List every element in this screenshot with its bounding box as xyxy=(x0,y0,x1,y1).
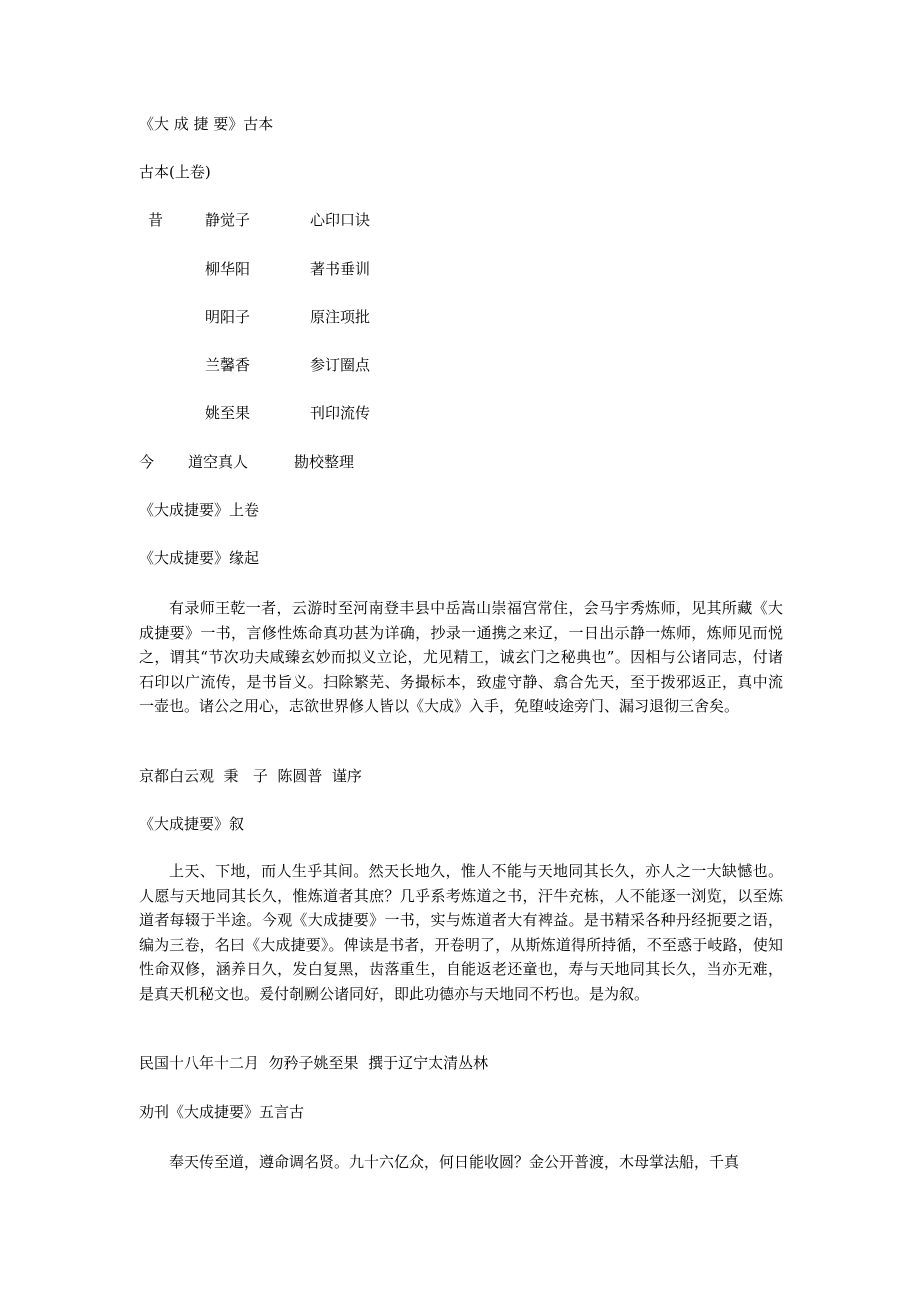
origin-heading: 《大成捷要》缘起 xyxy=(139,549,260,567)
credit-role: 刊印流传 xyxy=(310,404,371,422)
preface-heading: 《大成捷要》叙 xyxy=(139,815,245,833)
volume-label: 古本(上卷) xyxy=(139,163,211,181)
credit-new-name: 道空真人 xyxy=(188,453,249,471)
credit-role: 参订圈点 xyxy=(310,356,371,374)
credit-name: 姚至果 xyxy=(205,404,251,422)
credit-new-role: 勘校整理 xyxy=(294,453,355,471)
preface-paragraph: 上天、下地，而人生乎其间。然天长地久，惟人不能与天地同其长久，亦人之一大缺憾也。人愿与天地同其长久，惟炼道者其庶？几乎系考炼道之书，汗牛充栋，人不能逐一浏览，以至炼道者每辍于半途。今观《大成捷要》一书，实与炼道者大有裨益。是书精采各种丹经扼要之语，编为三卷，名曰《大成捷要》。俾读是书者，开卷明了，从斯炼道得所持循，不至惑于岐路，使知性命双修，涵养日久，发白复黑，齿落重生，自能返老还童也，寿与天地同其长久，当亦无难，是真天机秘文也。爰付剞劂公诸同好，即此功德亦与天地同不朽也。是为叙。 xyxy=(139,862,783,1003)
poem-text: 奉天传至道，遵命调名贤。九十六亿众，何日能收圆？金公开普渡，木母掌法船，千真 xyxy=(169,1153,740,1171)
credit-role: 著书垂训 xyxy=(310,260,371,278)
book-title: 《大 成 捷 要》古本 xyxy=(139,115,274,133)
credits-new-label: 今 xyxy=(139,453,155,471)
credits-old-label: 昔 xyxy=(148,211,164,229)
credit-role: 心印口诀 xyxy=(310,211,371,229)
credit-name: 兰馨香 xyxy=(205,356,251,374)
credit-role: 原注项批 xyxy=(310,308,371,326)
credit-name: 静觉子 xyxy=(205,211,251,229)
origin-signature: 京都白云观 秉 子 陈圆普 谨序 xyxy=(139,767,362,785)
credit-name: 柳华阳 xyxy=(205,260,251,278)
credit-name: 明阳子 xyxy=(205,308,251,326)
volume-heading: 《大成捷要》上卷 xyxy=(139,501,260,519)
preface-signature: 民国十八年十二月 勿矜子姚至果 撰于辽宁太清丛林 xyxy=(139,1054,489,1072)
origin-paragraph: 有录师王乾一者，云游时至河南登丰县中岳嵩山崇福宫常住，会马宇秀炼师，见其所藏《大成捷要》一书，言修性炼命真功甚为详确，抄录一通携之来辽，一日出示静一炼师，炼师见而悦之，谓其“节次功夫咸臻玄妙而拟义立论，尤见精工，诚玄门之秘典也”。因相与公诸同志，付诸石印以广流传，是书旨义。扫除繁芜、务撮标本，致虚守静、翕合先天，至于拨邪返正，真中流一壶也。诸公之用心，志欲世界修人皆以《大成》入手，免堕岐途旁门、漏习退彻三舍矣。 xyxy=(139,599,783,716)
poem-heading: 劝刊《大成捷要》五言古 xyxy=(139,1103,305,1121)
